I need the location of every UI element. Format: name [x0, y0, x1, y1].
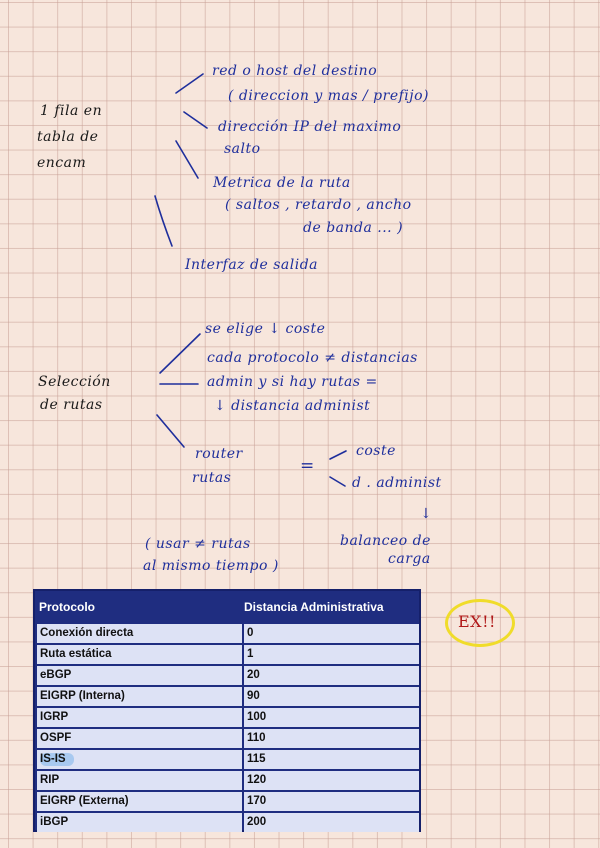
cell-protocolo: Ruta estática: [37, 645, 242, 664]
fila-item-salto: salto: [224, 141, 261, 157]
seleccion-label-line1: Selección: [38, 374, 111, 390]
cell-protocolo: EIGRP (Interna): [37, 687, 242, 706]
arrow-down-mark: ↓: [420, 506, 433, 522]
fila-item-red-host: red o host del destino: [212, 63, 378, 79]
fila-item-banda: de banda ... ): [303, 220, 404, 236]
seleccion-label-line2: de rutas: [40, 397, 103, 413]
cell-distancia: 115: [244, 750, 419, 769]
seleccion-item-admin: admin y si hay rutas =: [207, 374, 378, 390]
cell-protocolo: iBGP: [37, 813, 242, 832]
cell-distancia: 20: [244, 666, 419, 685]
router-label: router: [195, 446, 243, 462]
cell-distancia: 0: [244, 624, 419, 643]
cell-distancia: 110: [244, 729, 419, 748]
table-row: [37, 813, 419, 832]
balanceo-line1: balanceo de: [340, 533, 431, 549]
fila-item-direccion-mas: ( direccion y mas / prefijo): [228, 88, 429, 104]
seleccion-item-protocolo: cada protocolo ≠ distancias: [207, 350, 418, 366]
fila-label-line2: tabla de: [37, 129, 99, 145]
cell-protocolo: EIGRP (Externa): [37, 792, 242, 811]
usar-rutas-line2: al mismo tiempo ): [143, 558, 279, 574]
cell-protocolo-text: IS-IS: [40, 753, 66, 765]
usar-rutas-line1: ( usar ≠ rutas: [145, 536, 251, 552]
cell-protocolo: eBGP: [37, 666, 242, 685]
cell-protocolo: [37, 750, 242, 769]
ex-label: EX!!: [458, 612, 496, 631]
outcome-coste: coste: [356, 443, 396, 459]
table-row: [37, 645, 419, 664]
fila-item-metrica: Metrica de la ruta: [213, 175, 351, 191]
header-protocolo: Protocolo: [39, 600, 95, 614]
outcome-d-administ: d . administ: [352, 475, 442, 491]
cell-distancia: 170: [244, 792, 419, 811]
seleccion-item-distancia: ↓ distancia administ: [214, 398, 371, 414]
cell-distancia: 200: [244, 813, 419, 832]
cell-protocolo: Conexión directa: [37, 624, 242, 643]
cell-distancia: 120: [244, 771, 419, 790]
seleccion-item-coste: se elige ↓ coste: [205, 321, 326, 337]
table-header: [35, 591, 419, 621]
cell-distancia: 1: [244, 645, 419, 664]
table-row: [37, 708, 419, 727]
table-row: [37, 771, 419, 790]
fila-item-saltos: ( saltos , retardo , ancho: [225, 197, 412, 213]
cell-distancia: 90: [244, 687, 419, 706]
cell-protocolo: OSPF: [37, 729, 242, 748]
table-row: [37, 666, 419, 685]
cell-protocolo: IGRP: [37, 708, 242, 727]
fila-label-line3: encam: [37, 155, 87, 171]
table-row: [37, 750, 419, 769]
header-distancia: Distancia Administrativa: [244, 600, 384, 614]
fila-item-direccion-ip: dirección IP del maximo: [218, 119, 402, 135]
balanceo-line2: carga: [388, 551, 431, 567]
table-row: [37, 687, 419, 706]
table-row: [37, 792, 419, 811]
table-row: [37, 729, 419, 748]
fila-label-line1: 1 fila en: [40, 103, 103, 119]
equals-sign: =: [300, 456, 315, 476]
fila-item-interfaz: Interfaz de salida: [185, 257, 318, 273]
admin-distance-table: [33, 589, 421, 832]
cell-distancia: 100: [244, 708, 419, 727]
table-row: [37, 624, 419, 643]
rutas-label: rutas: [192, 470, 232, 486]
cell-protocolo: RIP: [37, 771, 242, 790]
